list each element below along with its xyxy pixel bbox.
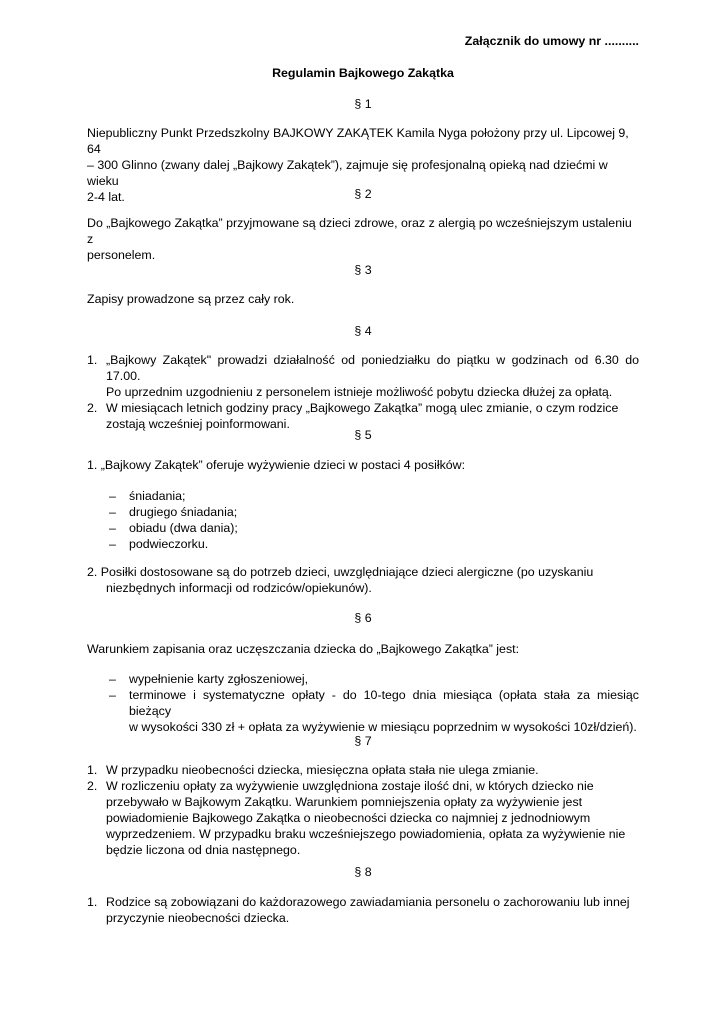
text-line: 2. Posiłki dostosowane są do potrzeb dzieci, uwzględniające dzieci alergiczne (po uzyskaniu — [87, 565, 594, 579]
text-line: w wysokości 330 zł + opłata za wyżywienie w miesiącu poprzednim w wysokości 10zł/dzień). — [129, 720, 637, 734]
text-line: powiadomienie Bajkowego Zakątka o nieobecności dziecka co najmniej z jednodniowym — [106, 811, 591, 825]
dash-bullet: – — [109, 537, 116, 551]
text-line: Rodzice są zobowiązani do każdorazowego zawiadamiania personelu o zachorowaniu lub innej — [106, 895, 630, 909]
annex-label: Załącznik do umowy nr .......... — [464, 34, 639, 48]
section-6-intro: Warunkiem zapisania oraz uczęszczania dziecka do „Bajkowego Zakątka” jest: — [87, 642, 520, 656]
meal-label: śniadania; — [129, 489, 186, 503]
dash-bullet: – — [109, 688, 116, 702]
section-8-list — [87, 894, 639, 926]
text-line: wypełnienie karty zgłoszeniowej, — [129, 672, 309, 686]
text-line: wyprzedzeniem. W przypadku braku wcześniejszego powiadomienia, opłata za wyżywienie nie — [106, 827, 626, 841]
text-line: Do „Bajkowego Zakątka” przyjmowane są dzieci zdrowe, oraz z alergią po wcześniejszym ustaleniu z — [87, 216, 632, 246]
section-5-intro: 1. „Bajkowy Zakątek” oferuje wyżywienie dzieci w postaci 4 posiłków: — [87, 458, 466, 472]
list-item — [87, 352, 639, 400]
text-line: Niepubliczny Punkt Przedszkolny BAJKOWY ZAKĄTEK Kamila Nyga położony przy ul. Lipcowej 9, 64 — [87, 126, 629, 156]
section-3-heading: § 3 — [354, 263, 372, 277]
text-line: 2-4 lat. — [87, 190, 125, 204]
list-item — [87, 762, 639, 778]
section-7-heading: § 7 — [354, 734, 372, 748]
text-line: W przypadku nieobecności dziecka, miesięczna opłata stała nie ulega zmianie. — [106, 763, 539, 777]
text-line: terminowe i systematyczne opłaty - do 10-tego dnia miesiąca (opłata stała za miesiąc bieżący — [129, 688, 639, 718]
section-8-heading: § 8 — [354, 865, 372, 879]
dash-bullet: – — [109, 489, 116, 503]
text-line: niezbędnych informacji od rodziców/opiekunów). — [106, 581, 372, 595]
section-2-heading: § 2 — [354, 187, 372, 201]
text-line: W miesiącach letnich godziny pracy „Bajkowego Zakątka” mogą ulec zmianie, o czym rodzice — [106, 401, 619, 415]
section-4-heading: § 4 — [354, 324, 372, 338]
list-item — [87, 778, 639, 858]
list-marker: 2. — [87, 779, 98, 793]
list-item — [87, 488, 639, 504]
list-item — [87, 671, 639, 687]
text-line: W rozliczeniu opłaty za wyżywienie uwzględniona zostaje ilość dni, w których dziecko nie — [106, 779, 594, 793]
list-marker: 2. — [87, 401, 98, 415]
section-4-list — [87, 352, 639, 432]
list-item — [87, 687, 639, 735]
text-line: Po uprzednim uzgodnieniu z personelem istnieje możliwość pobytu dziecka dłużej za opłatą. — [106, 385, 613, 399]
list-item — [87, 894, 639, 926]
dash-bullet: – — [109, 505, 116, 519]
section-6-heading: § 6 — [354, 611, 372, 625]
document-title: Regulamin Bajkowego Zakątka — [272, 66, 454, 80]
text-line: zostają wcześniej poinformowani. — [106, 417, 290, 431]
dash-bullet: – — [109, 521, 116, 535]
text-line: – 300 Glinno (zwany dalej „Bajkowy Zakątek”), zajmuje się profesjonalną opieką nad dziećmi w wieku — [87, 158, 608, 188]
section-2-paragraph — [87, 215, 639, 263]
list-item — [87, 504, 639, 520]
section-1-heading: § 1 — [354, 97, 372, 111]
meal-label: obiadu (dwa dania); — [129, 521, 238, 535]
text-line: „Bajkowy Zakątek" prowadzi działalność od poniedziałku do piątku w godzinach od 6.30 do 17.00. — [106, 353, 639, 383]
list-item — [87, 536, 639, 552]
list-marker: 1. — [87, 353, 98, 367]
list-marker: 1. — [87, 763, 98, 777]
text-line: przyczynie nieobecności dziecka. — [106, 911, 290, 925]
text-line: będzie liczona od dnia następnego. — [106, 843, 301, 857]
dash-bullet: – — [109, 672, 116, 686]
section-5-heading: § 5 — [354, 428, 372, 442]
text-line: przebywało w Bajkowym Zakątku. Warunkiem pomniejszenia opłaty za wyżywienie jest — [106, 795, 583, 809]
section-3-paragraph: Zapisy prowadzone są przez cały rok. — [87, 292, 295, 306]
list-item — [87, 520, 639, 536]
list-marker: 1. — [87, 895, 98, 909]
meal-list — [87, 488, 639, 552]
section-7-list — [87, 762, 639, 858]
condition-list — [87, 671, 639, 735]
meal-label: podwieczorku. — [129, 537, 209, 551]
text-line: personelem. — [87, 248, 156, 262]
section-5-point-2 — [87, 564, 639, 596]
meal-label: drugiego śniadania; — [129, 505, 238, 519]
